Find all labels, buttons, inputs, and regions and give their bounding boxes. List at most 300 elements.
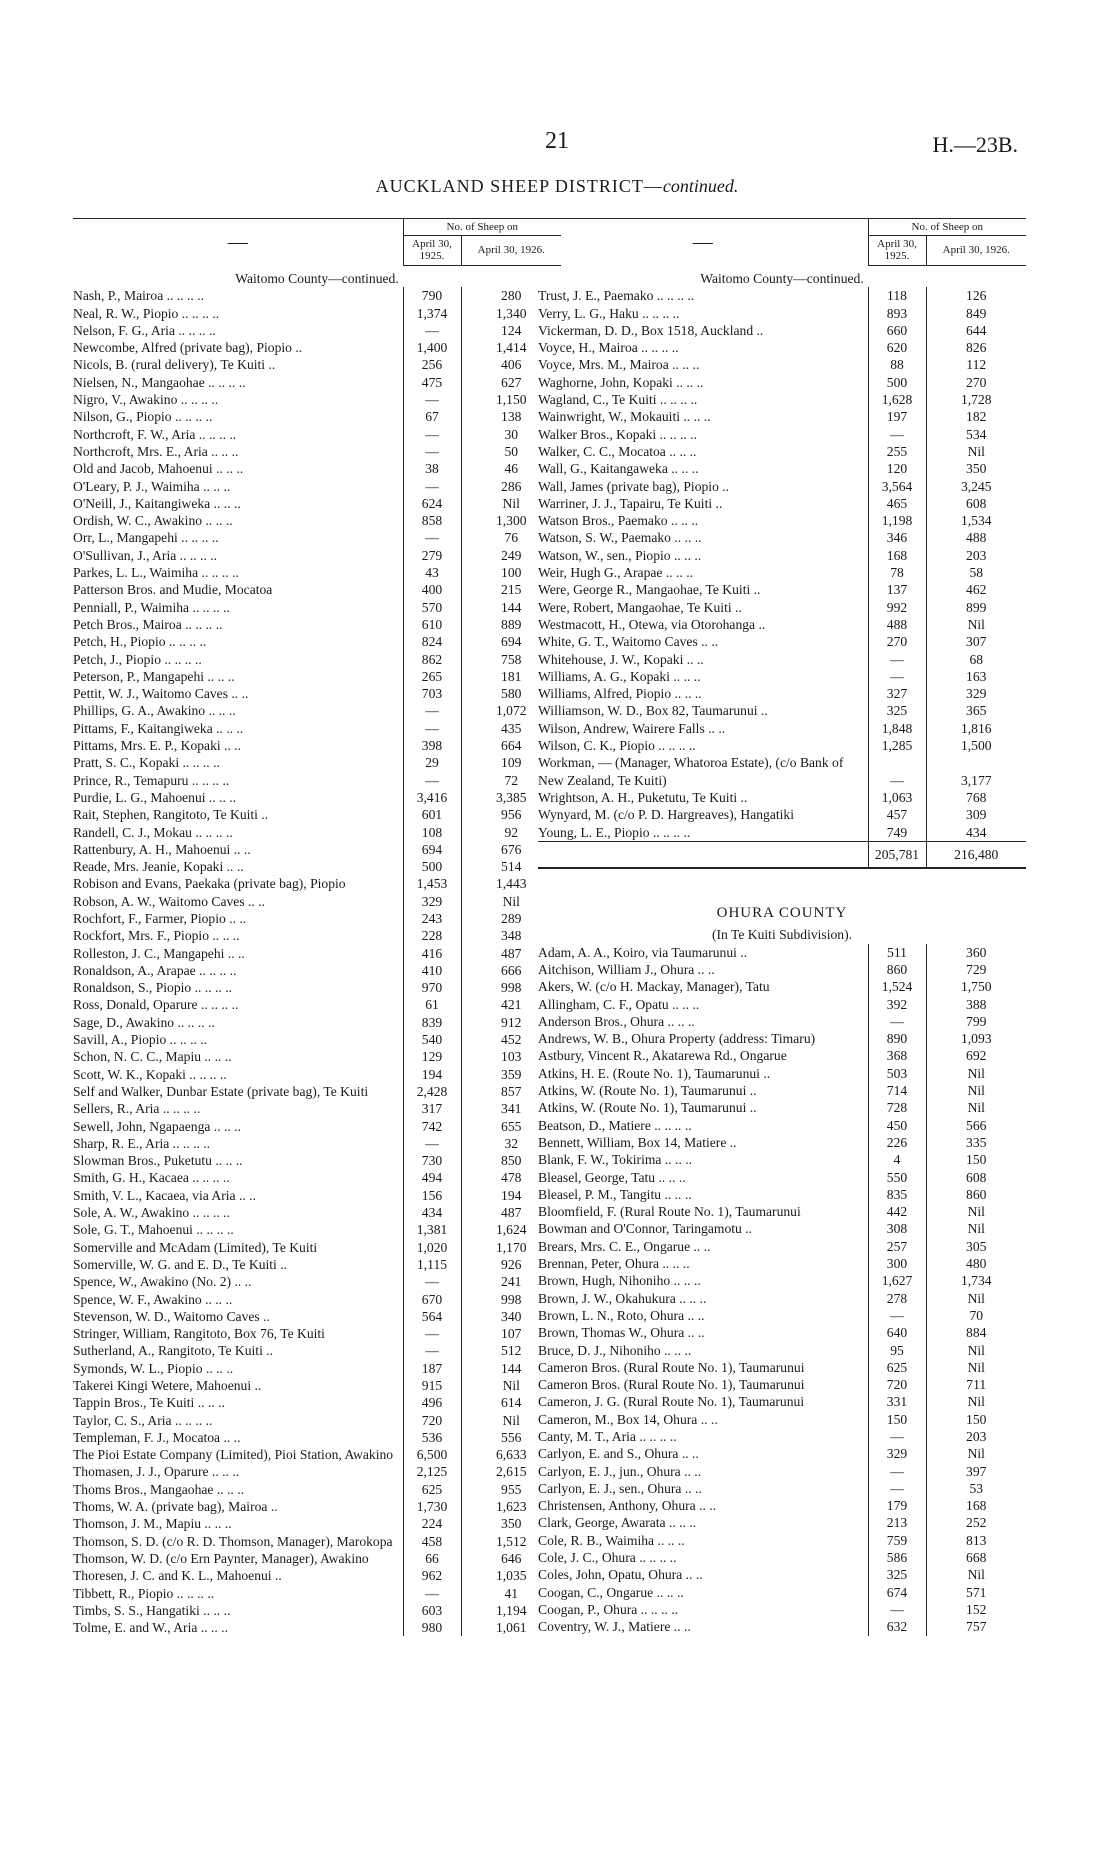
sheep-1926: 30 [504, 426, 519, 442]
sheep-1926: 32 [504, 1135, 519, 1151]
sheep-1926: 350 [501, 1516, 522, 1532]
table-row [73, 564, 561, 581]
sheep-1925: 129 [403, 1048, 461, 1065]
sheep-1926: 926 [501, 1256, 522, 1272]
owner-name: Watson, S. W., Paemako .. .. .. [538, 529, 868, 546]
sheep-1925: — [403, 426, 461, 443]
sheep-1926: 692 [966, 1048, 987, 1064]
table-row [538, 1342, 1026, 1359]
sheep-1925: — [403, 1135, 461, 1152]
table-row [538, 1134, 1026, 1151]
owner-name: Bowman and O'Connor, Taringamotu .. [538, 1220, 868, 1237]
sheep-1926: 365 [966, 703, 987, 719]
table-row [73, 1014, 561, 1031]
owner-name: Peterson, P., Mangapehi .. .. .. [73, 668, 403, 685]
table-row [73, 512, 561, 529]
owner-name: Voyce, H., Mairoa .. .. .. .. [538, 339, 868, 356]
table-row [538, 1549, 1026, 1566]
sheep-count-header: No. of Sheep on [403, 219, 561, 236]
table-row [538, 1497, 1026, 1514]
sheep-1925: 742 [403, 1118, 461, 1135]
sheep-1925: 3,564 [868, 478, 926, 495]
owner-name: Carlyon, E. J., sen., Ohura .. .. [538, 1480, 868, 1497]
sheep-1926: 163 [966, 668, 987, 684]
owner-name: Ronaldson, A., Arapae .. .. .. .. [73, 962, 403, 979]
owner-name: Randell, C. J., Mokau .. .. .. .. [73, 824, 403, 841]
owner-name: Brears, Mrs. C. E., Ongarue .. .. [538, 1238, 868, 1255]
owner-name: Sole, G. T., Mahoenui .. .. .. .. [73, 1221, 403, 1238]
sheep-1926: 68 [969, 651, 984, 667]
sheep-1925: 1,115 [403, 1256, 461, 1273]
table-row [538, 322, 1026, 339]
section-heading-row [538, 922, 1026, 943]
section-heading: OHURA COUNTY [716, 905, 848, 922]
owner-name: Pittams, Mrs. E. P., Kopaki .. .. [73, 737, 403, 754]
sheep-1926: 252 [966, 1515, 987, 1531]
sheep-1925: 970 [403, 979, 461, 996]
owner-name: Williams, Alfred, Piopio .. .. .. [538, 685, 868, 702]
section-heading-row [538, 266, 1026, 288]
sheep-1926: 350 [966, 461, 987, 477]
table-row [538, 1463, 1026, 1480]
sheep-1926: 144 [501, 1360, 522, 1376]
table-row [73, 1291, 561, 1308]
table-row [73, 1550, 561, 1567]
sheep-1925: — [868, 1013, 926, 1030]
owner-name: Stevenson, W. D., Waitomo Caves .. [73, 1308, 403, 1325]
table-row [538, 287, 1026, 304]
sheep-1925: 108 [403, 824, 461, 841]
sheep-1925: 586 [868, 1549, 926, 1566]
table-row [73, 702, 561, 719]
table-row [538, 1618, 1026, 1635]
sheep-1925: 368 [868, 1047, 926, 1064]
owner-name: Patterson Bros. and Mudie, Mocatoa [73, 581, 403, 598]
table-row [73, 1100, 561, 1117]
sheep-1926: 434 [966, 824, 987, 840]
sheep-1926: Nil [967, 1359, 985, 1375]
sheep-1926: 860 [966, 1186, 987, 1202]
title-suffix: continued. [662, 176, 739, 196]
table-row [538, 599, 1026, 616]
owner-name: Walker Bros., Kopaki .. .. .. .. [538, 426, 868, 443]
table-row [73, 460, 561, 477]
table-row [538, 1117, 1026, 1134]
sheep-1925: 243 [403, 910, 461, 927]
owner-name: Spence, W. F., Awakino .. .. .. [73, 1291, 403, 1308]
sheep-1925: 824 [403, 633, 461, 650]
table-row [538, 1065, 1026, 1082]
owner-name: Wall, James (private bag), Piopio .. [538, 478, 868, 495]
sheep-1926: 462 [966, 582, 987, 598]
owner-name: Thomasen, J. J., Oparure .. .. .. [73, 1463, 403, 1480]
sheep-1926: 50 [504, 443, 519, 459]
sheep-1926: 435 [501, 720, 522, 736]
sheep-1925: 893 [868, 305, 926, 322]
section-heading: Waitomo County—continued. [235, 271, 399, 286]
table-row [538, 1428, 1026, 1445]
sheep-1925: 625 [403, 1481, 461, 1498]
table-row [73, 1273, 561, 1290]
sheep-1926: 799 [966, 1013, 987, 1029]
table-row [538, 408, 1026, 425]
sheep-1925: 442 [868, 1203, 926, 1220]
owner-name: Tolme, E. and W., Aria .. .. .. [73, 1619, 403, 1636]
sheep-1926: 1,093 [960, 1031, 992, 1047]
table-row [538, 1584, 1026, 1601]
sheep-1925: 992 [868, 599, 926, 616]
sheep-1926: 1,624 [495, 1222, 527, 1238]
sheep-1926: Nil [967, 1394, 985, 1410]
sheep-1926: Nil [967, 1065, 985, 1081]
table-row [73, 824, 561, 841]
sheep-1926: 150 [966, 1152, 987, 1168]
sheep-1925: 694 [403, 841, 461, 858]
table-row [73, 443, 561, 460]
owner-name: Nielsen, N., Mangaohae .. .. .. .. [73, 374, 403, 391]
owner-name: Tibbett, R., Piopio .. .. .. .. [73, 1585, 403, 1602]
sheep-1925: 331 [868, 1393, 926, 1410]
owner-name: Ordish, W. C., Awakino .. .. .. [73, 512, 403, 529]
table-row [538, 1376, 1026, 1393]
table-row [538, 1047, 1026, 1064]
table-row [73, 616, 561, 633]
sheep-1926: 711 [966, 1377, 987, 1393]
table-row [538, 443, 1026, 460]
table-row [73, 737, 561, 754]
header-april-1925: April 30, 1925. [403, 236, 461, 266]
table-row [73, 633, 561, 650]
name-column-header: — [73, 219, 403, 266]
sheep-1926: 112 [966, 357, 987, 373]
owner-name: Tappin Bros., Te Kuiti .. .. .. [73, 1394, 403, 1411]
table-row [538, 478, 1026, 495]
total-row [538, 841, 1026, 868]
sheep-1926: 307 [966, 634, 987, 650]
owner-name: O'Neill, J., Kaitangiweka .. .. .. [73, 495, 403, 512]
sheep-1925: 38 [403, 460, 461, 477]
table-row [73, 996, 561, 1013]
table-row [538, 1601, 1026, 1618]
sheep-1925: 308 [868, 1220, 926, 1237]
sheep-1925: 503 [868, 1065, 926, 1082]
total-1926: 216,480 [926, 841, 1026, 868]
table-row [73, 668, 561, 685]
table-row [538, 339, 1026, 356]
owner-name: Walker, C. C., Mocatoa .. .. .. [538, 443, 868, 460]
table-row [73, 374, 561, 391]
owner-name: Beatson, D., Matiere .. .. .. .. [538, 1117, 868, 1134]
sheep-1925: 494 [403, 1169, 461, 1186]
sheep-1925: 1,524 [868, 978, 926, 995]
table-row [538, 789, 1026, 806]
owner-name: Cameron, M., Box 14, Ohura .. .. [538, 1411, 868, 1428]
sheep-1926: 1,500 [960, 738, 992, 754]
sheep-1926: 608 [966, 495, 987, 511]
sheep-1926: 309 [966, 807, 987, 823]
owner-name: Coogan, P., Ohura .. .. .. .. [538, 1601, 868, 1618]
table-row [538, 1151, 1026, 1168]
sheep-1926: 534 [966, 426, 987, 442]
sheep-1925: 862 [403, 651, 461, 668]
sheep-1926: Nil [967, 1567, 985, 1583]
table-row [73, 391, 561, 408]
owner-name: Sutherland, A., Rangitoto, Te Kuiti .. [73, 1342, 403, 1359]
table-row [73, 841, 561, 858]
sheep-1926: 480 [966, 1256, 987, 1272]
table-row [538, 1013, 1026, 1030]
table-row [73, 529, 561, 546]
sheep-1926: 348 [501, 928, 522, 944]
sheep-1926: 514 [501, 859, 522, 875]
owner-name: Ronaldson, S., Piopio .. .. .. .. [73, 979, 403, 996]
table-row [73, 1152, 561, 1169]
sheep-1925: 1,374 [403, 305, 461, 322]
owner-name: Atkins, W. (Route No. 1), Taumarunui .. [538, 1099, 868, 1116]
owner-name: Coogan, C., Ongarue .. .. .. [538, 1584, 868, 1601]
table-row [538, 978, 1026, 995]
table-row [538, 1445, 1026, 1462]
table-row [538, 356, 1026, 373]
owner-name: Anderson Bros., Ohura .. .. .. [538, 1013, 868, 1030]
owner-name: Williams, A. G., Kopaki .. .. .. [538, 668, 868, 685]
table-row [538, 996, 1026, 1013]
sheep-1925: 624 [403, 495, 461, 512]
sheep-1926: 6,633 [495, 1447, 527, 1463]
table-row [73, 962, 561, 979]
owner-name: Ross, Donald, Oparure .. .. .. .. [73, 996, 403, 1013]
sheep-1925: 317 [403, 1100, 461, 1117]
sheep-1925: 78 [868, 564, 926, 581]
sheep-1926: 181 [501, 668, 522, 684]
sheep-1926: 899 [966, 599, 987, 615]
sheep-table-left [73, 218, 561, 1636]
owner-name: Thoms Bros., Mangaohae .. .. .. [73, 1481, 403, 1498]
owner-name: Clark, George, Awarata .. .. .. [538, 1514, 868, 1531]
sheep-1925: 1,020 [403, 1239, 461, 1256]
table-row [73, 1602, 561, 1619]
table-row [73, 1446, 561, 1463]
owner-name: Nigro, V., Awakino .. .. .. .. [73, 391, 403, 408]
owner-name: Reade, Mrs. Jeanie, Kopaki .. .. [73, 858, 403, 875]
sheep-1926: 1,300 [495, 513, 527, 529]
sheep-1925: — [868, 1480, 926, 1497]
table-row [538, 824, 1026, 842]
table-row [538, 1514, 1026, 1531]
table-row [538, 1169, 1026, 1186]
sheep-1926: 512 [501, 1343, 522, 1359]
sheep-1926: 1,816 [960, 720, 992, 736]
sheep-1925: 1,063 [868, 789, 926, 806]
owner-name: Astbury, Vincent R., Akatarewa Rd., Ongarue [538, 1047, 868, 1064]
sheep-1925: 1,285 [868, 737, 926, 754]
sheep-1925: 962 [403, 1567, 461, 1584]
owner-name: Wilson, C. K., Piopio .. .. .. .. [538, 737, 868, 754]
owner-name: Northcroft, F. W., Aria .. .. .. .. [73, 426, 403, 443]
sheep-1925: 95 [868, 1342, 926, 1359]
sheep-1926: 194 [501, 1187, 522, 1203]
owner-name: Orr, L., Mangapehi .. .. .. .. [73, 529, 403, 546]
owner-name: Thomson, S. D. (c/o R. D. Thomson, Manager), Marokopa [73, 1533, 403, 1550]
sheep-1925: 749 [868, 824, 926, 842]
sheep-1926: 3,245 [960, 478, 992, 494]
sheep-1925: 1,453 [403, 875, 461, 892]
owner-name: O'Leary, P. J., Waimiha .. .. .. [73, 478, 403, 495]
sheep-1926: 152 [966, 1601, 987, 1617]
sheep-1925: 720 [403, 1412, 461, 1429]
page-title [0, 176, 1114, 197]
owner-name: Watson Bros., Paemako .. .. .. [538, 512, 868, 529]
owner-name: Scott, W. K., Kopaki .. .. .. .. [73, 1066, 403, 1083]
sheep-1925: 730 [403, 1152, 461, 1169]
sheep-1926: 857 [501, 1083, 522, 1099]
name-column-header: — [538, 219, 868, 266]
sheep-1926: 341 [501, 1101, 522, 1117]
sheep-1926: 1,061 [495, 1620, 527, 1636]
table-row [538, 305, 1026, 322]
sheep-1926: 956 [501, 807, 522, 823]
sheep-1925: 550 [868, 1169, 926, 1186]
sheep-1925: 179 [868, 1497, 926, 1514]
sheep-1926: 421 [501, 997, 522, 1013]
sheep-1926: 92 [504, 824, 519, 840]
table-row [73, 875, 561, 892]
owner-name: Sewell, John, Ngapaenga .. .. .. [73, 1118, 403, 1135]
owner-name: Aitchison, William J., Ohura .. .. [538, 961, 868, 978]
owner-name: Takerei Kingi Wetere, Mahoenui .. [73, 1377, 403, 1394]
sheep-1925: 536 [403, 1429, 461, 1446]
sheep-1925: 714 [868, 1082, 926, 1099]
sheep-1926: 203 [966, 1429, 987, 1444]
sheep-1926: 124 [501, 322, 522, 338]
owner-name: Bloomfield, F. (Rural Route No. 1), Taumarunui [538, 1203, 868, 1220]
sheep-1926: 397 [966, 1463, 987, 1479]
sheep-count-header: No. of Sheep on [868, 219, 1026, 236]
table-row [73, 1585, 561, 1602]
sheep-1925: — [868, 1428, 926, 1445]
sheep-1926: Nil [967, 1221, 985, 1237]
owner-name: Vickerman, D. D., Box 1518, Auckland .. [538, 322, 868, 339]
sheep-1925: 398 [403, 737, 461, 754]
sheep-1925: 43 [403, 564, 461, 581]
sheep-1926: 41 [504, 1585, 519, 1601]
table-row [538, 1411, 1026, 1428]
owner-name: Wainwright, W., Mokauiti .. .. .. [538, 408, 868, 425]
sheep-1926: 46 [504, 461, 519, 477]
sheep-1925: 1,730 [403, 1498, 461, 1515]
owner-name: Weir, Hugh G., Arapae .. .. .. [538, 564, 868, 581]
owner-name: Prince, R., Temapuru .. .. .. .. [73, 772, 403, 789]
sheep-1925: 265 [403, 668, 461, 685]
section-heading-row [538, 868, 1026, 922]
sheep-1925: 257 [868, 1238, 926, 1255]
owner-name: Westmacott, H., Otewa, via Otorohanga .. [538, 616, 868, 633]
owner-name: Wynyard, M. (c/o P. D. Hargreaves), Hangatiki [538, 806, 868, 823]
sheep-1925: 325 [868, 1566, 926, 1583]
owner-name: Wall, G., Kaitangaweka .. .. .. [538, 460, 868, 477]
owner-name: Sole, A. W., Awakino .. .. .. .. [73, 1204, 403, 1221]
table-row [73, 356, 561, 373]
table-row [73, 547, 561, 564]
sheep-1926: 1,170 [495, 1239, 527, 1255]
sheep-1925: 564 [403, 1308, 461, 1325]
owner-name: Coventry, W. J., Matiere .. .. [538, 1618, 868, 1635]
owner-name: Brown, Hugh, Nihoniho .. .. .. [538, 1272, 868, 1289]
sheep-1925: 4 [868, 1151, 926, 1168]
sheep-1925: — [403, 529, 461, 546]
sheep-1926: Nil [967, 1290, 985, 1306]
sheep-1925: 570 [403, 599, 461, 616]
sheep-1926: 70 [969, 1307, 984, 1323]
table-row [538, 1238, 1026, 1255]
table-row [73, 1135, 561, 1152]
owner-name: Robison and Evans, Paekaka (private bag), Piopio [73, 875, 403, 892]
sheep-1925: 465 [868, 495, 926, 512]
sheep-1926: 757 [966, 1619, 987, 1635]
sheep-1925: 858 [403, 512, 461, 529]
table-row [538, 737, 1026, 754]
sheep-1925: 1,627 [868, 1272, 926, 1289]
owner-name: Wrightson, A. H., Puketutu, Te Kuiti .. [538, 789, 868, 806]
table-row [538, 685, 1026, 702]
header-april-1925: April 30, 1925. [868, 236, 926, 266]
table-row [73, 1256, 561, 1273]
total-1925: 205,781 [868, 841, 926, 868]
owner-name: Were, George R., Mangaohae, Te Kuiti .. [538, 581, 868, 598]
table-row [538, 668, 1026, 685]
sheep-1926: 813 [966, 1532, 987, 1548]
sheep-1925: 860 [868, 961, 926, 978]
sheep-1926: 286 [501, 478, 522, 494]
table-row [73, 720, 561, 737]
table-row [73, 1377, 561, 1394]
sheep-1925: 1,848 [868, 720, 926, 737]
sheep-1925: — [403, 772, 461, 789]
sheep-1925: 728 [868, 1099, 926, 1116]
owner-name: Cameron, J. G. (Rural Route No. 1), Taumarunui [538, 1393, 868, 1410]
sheep-1925: 674 [868, 1584, 926, 1601]
sheep-1925: 329 [868, 1445, 926, 1462]
owner-name: The Pioi Estate Company (Limited), Pioi Station, Awakino [73, 1446, 403, 1463]
sheep-1925: 2,428 [403, 1083, 461, 1100]
sheep-1925: 640 [868, 1324, 926, 1341]
sheep-1926: 655 [501, 1118, 522, 1134]
table-row [73, 1533, 561, 1550]
sheep-1926: Nil [502, 1378, 520, 1393]
header-april-1926: April 30, 1926. [926, 236, 1026, 266]
sheep-1926: Nil [967, 1342, 985, 1358]
sheep-1925: — [868, 1307, 926, 1324]
sheep-1926: Nil [967, 616, 985, 632]
table-row [73, 1048, 561, 1065]
table-row [73, 806, 561, 823]
sheep-1925: 400 [403, 581, 461, 598]
owner-name: Purdie, L. G., Mahoenui .. .. .. [73, 789, 403, 806]
sheep-1925: — [403, 702, 461, 719]
sheep-1926: 100 [501, 565, 522, 581]
owner-name: Cole, J. C., Ohura .. .. .. .. [538, 1549, 868, 1566]
sheep-1925: 118 [868, 287, 926, 304]
owner-name: Pettit, W. J., Waitomo Caves .. .. [73, 685, 403, 702]
owner-name: Atkins, H. E. (Route No. 1), Taumarunui .. [538, 1065, 868, 1082]
owner-name: Wagland, C., Te Kuiti .. .. .. .. [538, 391, 868, 408]
sheep-1926: 676 [501, 841, 522, 857]
sheep-1926: 103 [501, 1049, 522, 1065]
sheep-1926: Nil [502, 495, 520, 511]
sheep-1925: 61 [403, 996, 461, 1013]
owner-name: Were, Robert, Mangaohae, Te Kuiti .. [538, 599, 868, 616]
sheep-1926: 850 [501, 1153, 522, 1169]
